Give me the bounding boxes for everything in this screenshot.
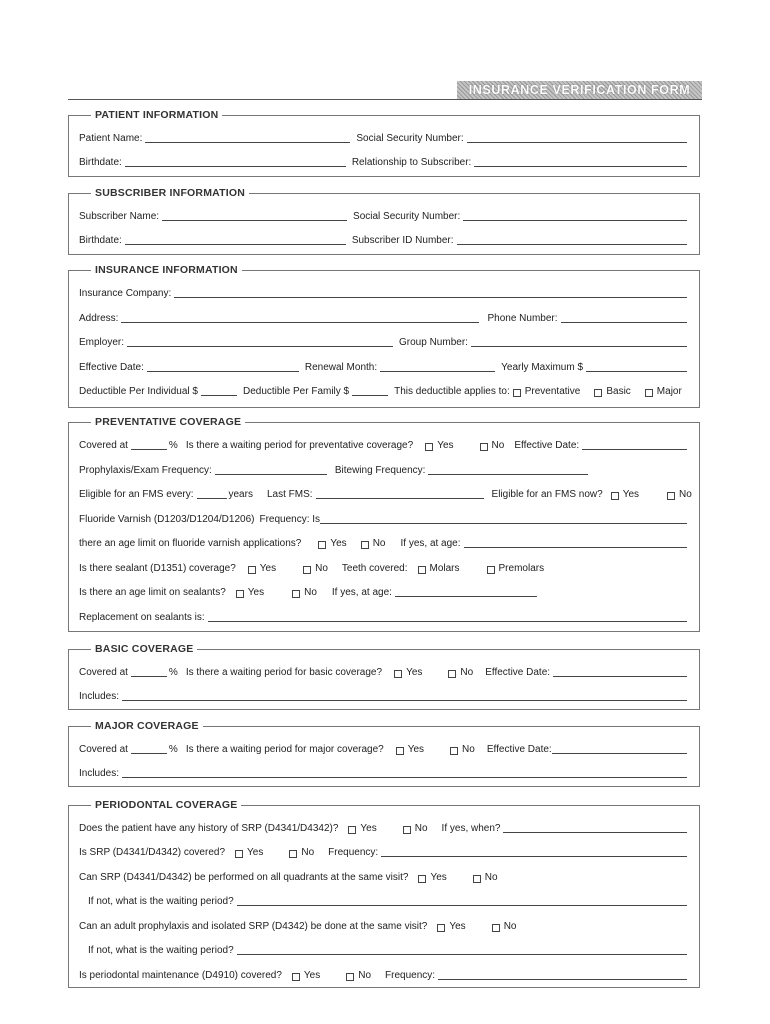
option-label: No [462,744,475,755]
field-label: Prophylaxis/Exam Frequency: [79,465,212,476]
subscriber-ssn-field[interactable] [463,220,687,221]
waiting-yes-checkbox[interactable] [394,670,402,678]
option-label: Yes [259,563,277,574]
covered-percent-field[interactable] [131,676,167,677]
field-label: Phone Number: [487,313,558,324]
basic-coverage-section [68,643,700,710]
question-label: Is there sealant (D1351) coverage? [79,563,236,574]
preventative-coverage-section [68,416,700,632]
section-heading: PERIODONTAL COVERAGE [91,798,241,812]
option-label: Yes [437,440,454,451]
waiting-no-checkbox[interactable] [448,670,456,678]
field-label: Yearly Maximum $ [501,362,584,373]
group-number-field[interactable] [471,346,687,347]
option-label: Preventative [524,386,581,397]
subscriber-information-section [68,187,700,255]
option-label: No [315,563,328,574]
field-label: Effective Date: [79,362,144,373]
effective-date-field[interactable] [582,449,687,450]
option-label: Yes [360,823,377,834]
option-label: No [372,538,386,549]
all-quadrants-no-checkbox[interactable] [473,875,481,883]
effective-date-field[interactable] [552,753,687,754]
field-label: Social Security Number: [353,211,461,222]
periodontal-coverage-section [68,799,700,988]
field-label: Group Number: [399,337,468,348]
option-label: Yes [330,538,347,549]
bitewing-frequency-field[interactable] [428,474,588,475]
fms-now-yes-checkbox[interactable] [611,492,619,500]
field-label: If yes, when? [441,823,501,834]
question-label: Can SRP (D4341/D4342) be performed on all quadrants at the same visit? [79,872,409,883]
address-field[interactable] [121,322,479,323]
field-label: Effective Date: [485,667,551,678]
field-label: Bitewing Frequency: [334,465,426,476]
percent-label: % [168,440,178,451]
field-label: Subscriber Name: [79,211,160,222]
deductible-individual-field[interactable] [201,395,237,396]
srp-frequency-field[interactable] [381,856,687,857]
field-label: Last FMS: [266,489,313,500]
prophy-waiting-period-field[interactable] [237,954,687,955]
srp-history-when-field[interactable] [503,832,687,833]
question-label: Is there an age limit on sealants? [79,587,226,598]
section-heading: MAJOR COVERAGE [91,719,203,733]
field-label: If not, what is the waiting period? [88,896,234,907]
title-rule [68,99,702,100]
field-label: Deductible Per Individual $ [79,386,198,397]
patient-information-section [68,109,700,177]
question-label: Does the patient have any history of SRP (D4341/D4342)? [79,823,339,834]
field-label: Insurance Company: [79,288,172,299]
option-label: No [503,921,517,932]
field-label: Fluoride Varnish (D1203/D1204/D1206) [79,514,255,525]
covered-percent-field[interactable] [131,449,167,450]
includes-field[interactable] [122,700,687,701]
fluoride-age-field[interactable] [464,547,687,548]
option-label: Premolars [498,563,545,574]
sealant-age-no-checkbox[interactable] [292,590,300,598]
major-coverage-section [68,720,700,787]
option-label: No [484,872,498,883]
field-label: Birthdate: [79,157,122,168]
patient-name-field[interactable] [145,142,350,143]
option-label: Molars [429,563,460,574]
field-label: Includes: [79,691,120,702]
question-label: Can an adult prophylaxis and isolated SRP (D4342) be done at the same visit? [79,921,428,932]
last-fms-field[interactable] [316,498,484,499]
field-label: Address: [79,313,119,324]
fms-every-field[interactable] [197,498,227,499]
question-label: Is periodontal maintenance (D4910) covered? [79,970,282,981]
option-label: No [414,823,428,834]
subscriber-birthdate-field[interactable] [125,244,346,245]
field-label: Replacement on sealants is: [79,612,205,623]
question-label: Is there a waiting period for basic coverage? [185,667,383,678]
relationship-field[interactable] [474,166,687,167]
field-label: Relationship to Subscriber: [351,157,472,168]
patient-birthdate-field[interactable] [125,166,346,167]
question-label: Is there a waiting period for preventative coverage? [185,440,414,451]
srp-covered-no-checkbox[interactable] [289,850,297,858]
insurance-company-field[interactable] [174,297,687,298]
prophy-frequency-field[interactable] [215,474,327,475]
option-label: No [358,970,372,981]
field-label: If yes, at age: [400,538,461,549]
history-no-checkbox[interactable] [403,826,411,834]
field-label: Frequency: Is [259,514,321,525]
percent-label: % [168,744,178,755]
waiting-no-checkbox[interactable] [450,747,458,755]
section-heading: PREVENTATIVE COVERAGE [91,415,245,429]
section-heading: BASIC COVERAGE [91,642,197,656]
subscriber-name-field[interactable] [162,220,347,221]
sealant-no-checkbox[interactable] [303,566,311,574]
option-label: Major [656,386,682,397]
option-label: No [679,489,692,500]
field-label: Frequency: [328,847,379,858]
option-label: Yes [430,872,447,883]
field-label: Social Security Number: [356,133,464,144]
waiting-yes-checkbox[interactable] [425,443,433,451]
deductible-family-field[interactable] [352,395,388,396]
field-label: Renewal Month: [304,362,378,373]
premolars-checkbox[interactable] [487,566,495,574]
molars-checkbox[interactable] [418,566,426,574]
maintenance-frequency-field[interactable] [438,979,687,980]
field-label: Birthdate: [79,235,122,246]
option-label: Yes [622,489,640,500]
sealant-yes-checkbox[interactable] [248,566,256,574]
field-label: Effective Date: [514,440,580,451]
field-label: If not, what is the waiting period? [88,945,234,956]
preventative-checkbox[interactable] [513,389,521,397]
field-label: Includes: [79,768,120,779]
option-label: No [304,587,317,598]
sealant-age-yes-checkbox[interactable] [236,590,244,598]
major-checkbox[interactable] [645,389,653,397]
field-label: Eligible for an FMS every: [79,489,194,500]
field-label: Patient Name: [79,133,143,144]
field-label: Covered at [79,744,128,755]
question-label: Is there a waiting period for major coverage? [185,744,384,755]
fluoride-age-no-checkbox[interactable] [361,541,369,549]
field-label: Subscriber ID Number: [351,235,454,246]
option-label: Yes [407,744,425,755]
adult-prophy-yes-checkbox[interactable] [437,924,445,932]
option-label: Yes [247,847,264,858]
fluoride-frequency-field[interactable] [320,523,687,524]
question-label: Is SRP (D4341/D4342) covered? [79,847,226,858]
question-label: there an age limit on fluoride varnish applications? [79,538,302,549]
effective-date-field[interactable] [147,371,299,372]
option-label: Yes [247,587,265,598]
employer-field[interactable] [127,346,393,347]
fluoride-age-yes-checkbox[interactable] [318,541,326,549]
option-label: Basic [606,386,631,397]
field-label: Effective Date: [486,744,552,755]
field-label: Deductible Per Family $ [242,386,350,397]
option-label: No [460,667,474,678]
includes-field[interactable] [122,777,687,778]
effective-date-field[interactable] [553,676,687,677]
field-label: Covered at [79,667,128,678]
question-label: Eligible for an FMS now? [491,489,603,500]
all-quadrants-yes-checkbox[interactable] [418,875,426,883]
covered-percent-field[interactable] [131,753,167,754]
basic-checkbox[interactable] [594,389,602,397]
maintenance-yes-checkbox[interactable] [292,973,300,981]
waiting-no-checkbox[interactable] [480,443,488,451]
field-label: This deductible applies to: [394,386,510,397]
renewal-month-field[interactable] [380,371,495,372]
adult-prophy-no-checkbox[interactable] [492,924,500,932]
section-heading: PATIENT INFORMATION [91,108,222,122]
history-yes-checkbox[interactable] [348,826,356,834]
option-label: Yes [406,667,423,678]
patient-ssn-field[interactable] [467,142,687,143]
maintenance-no-checkbox[interactable] [346,973,354,981]
form-title: INSURANCE VERIFICATION FORM [457,81,702,100]
option-label: No [301,847,315,858]
years-label: years [228,489,253,500]
field-label: If yes, at age: [331,587,392,598]
srp-covered-yes-checkbox[interactable] [235,850,243,858]
insurance-information-section [68,264,700,408]
quadrants-waiting-period-field[interactable] [237,905,687,906]
option-label: Yes [303,970,321,981]
field-label: Employer: [79,337,125,348]
section-heading: INSURANCE INFORMATION [91,263,242,277]
option-label: Yes [449,921,466,932]
section-heading: SUBSCRIBER INFORMATION [91,186,249,200]
percent-label: % [168,667,178,678]
sealant-replacement-field[interactable] [208,621,687,622]
phone-number-field[interactable] [561,322,687,323]
option-label: No [491,440,505,451]
field-label: Frequency: [385,970,436,981]
fms-now-no-checkbox[interactable] [667,492,675,500]
waiting-yes-checkbox[interactable] [396,747,404,755]
subscriber-id-field[interactable] [457,244,687,245]
yearly-maximum-field[interactable] [586,371,687,372]
field-label: Covered at [79,440,128,451]
sealant-age-field[interactable] [395,596,537,597]
field-label: Teeth covered: [341,563,408,574]
